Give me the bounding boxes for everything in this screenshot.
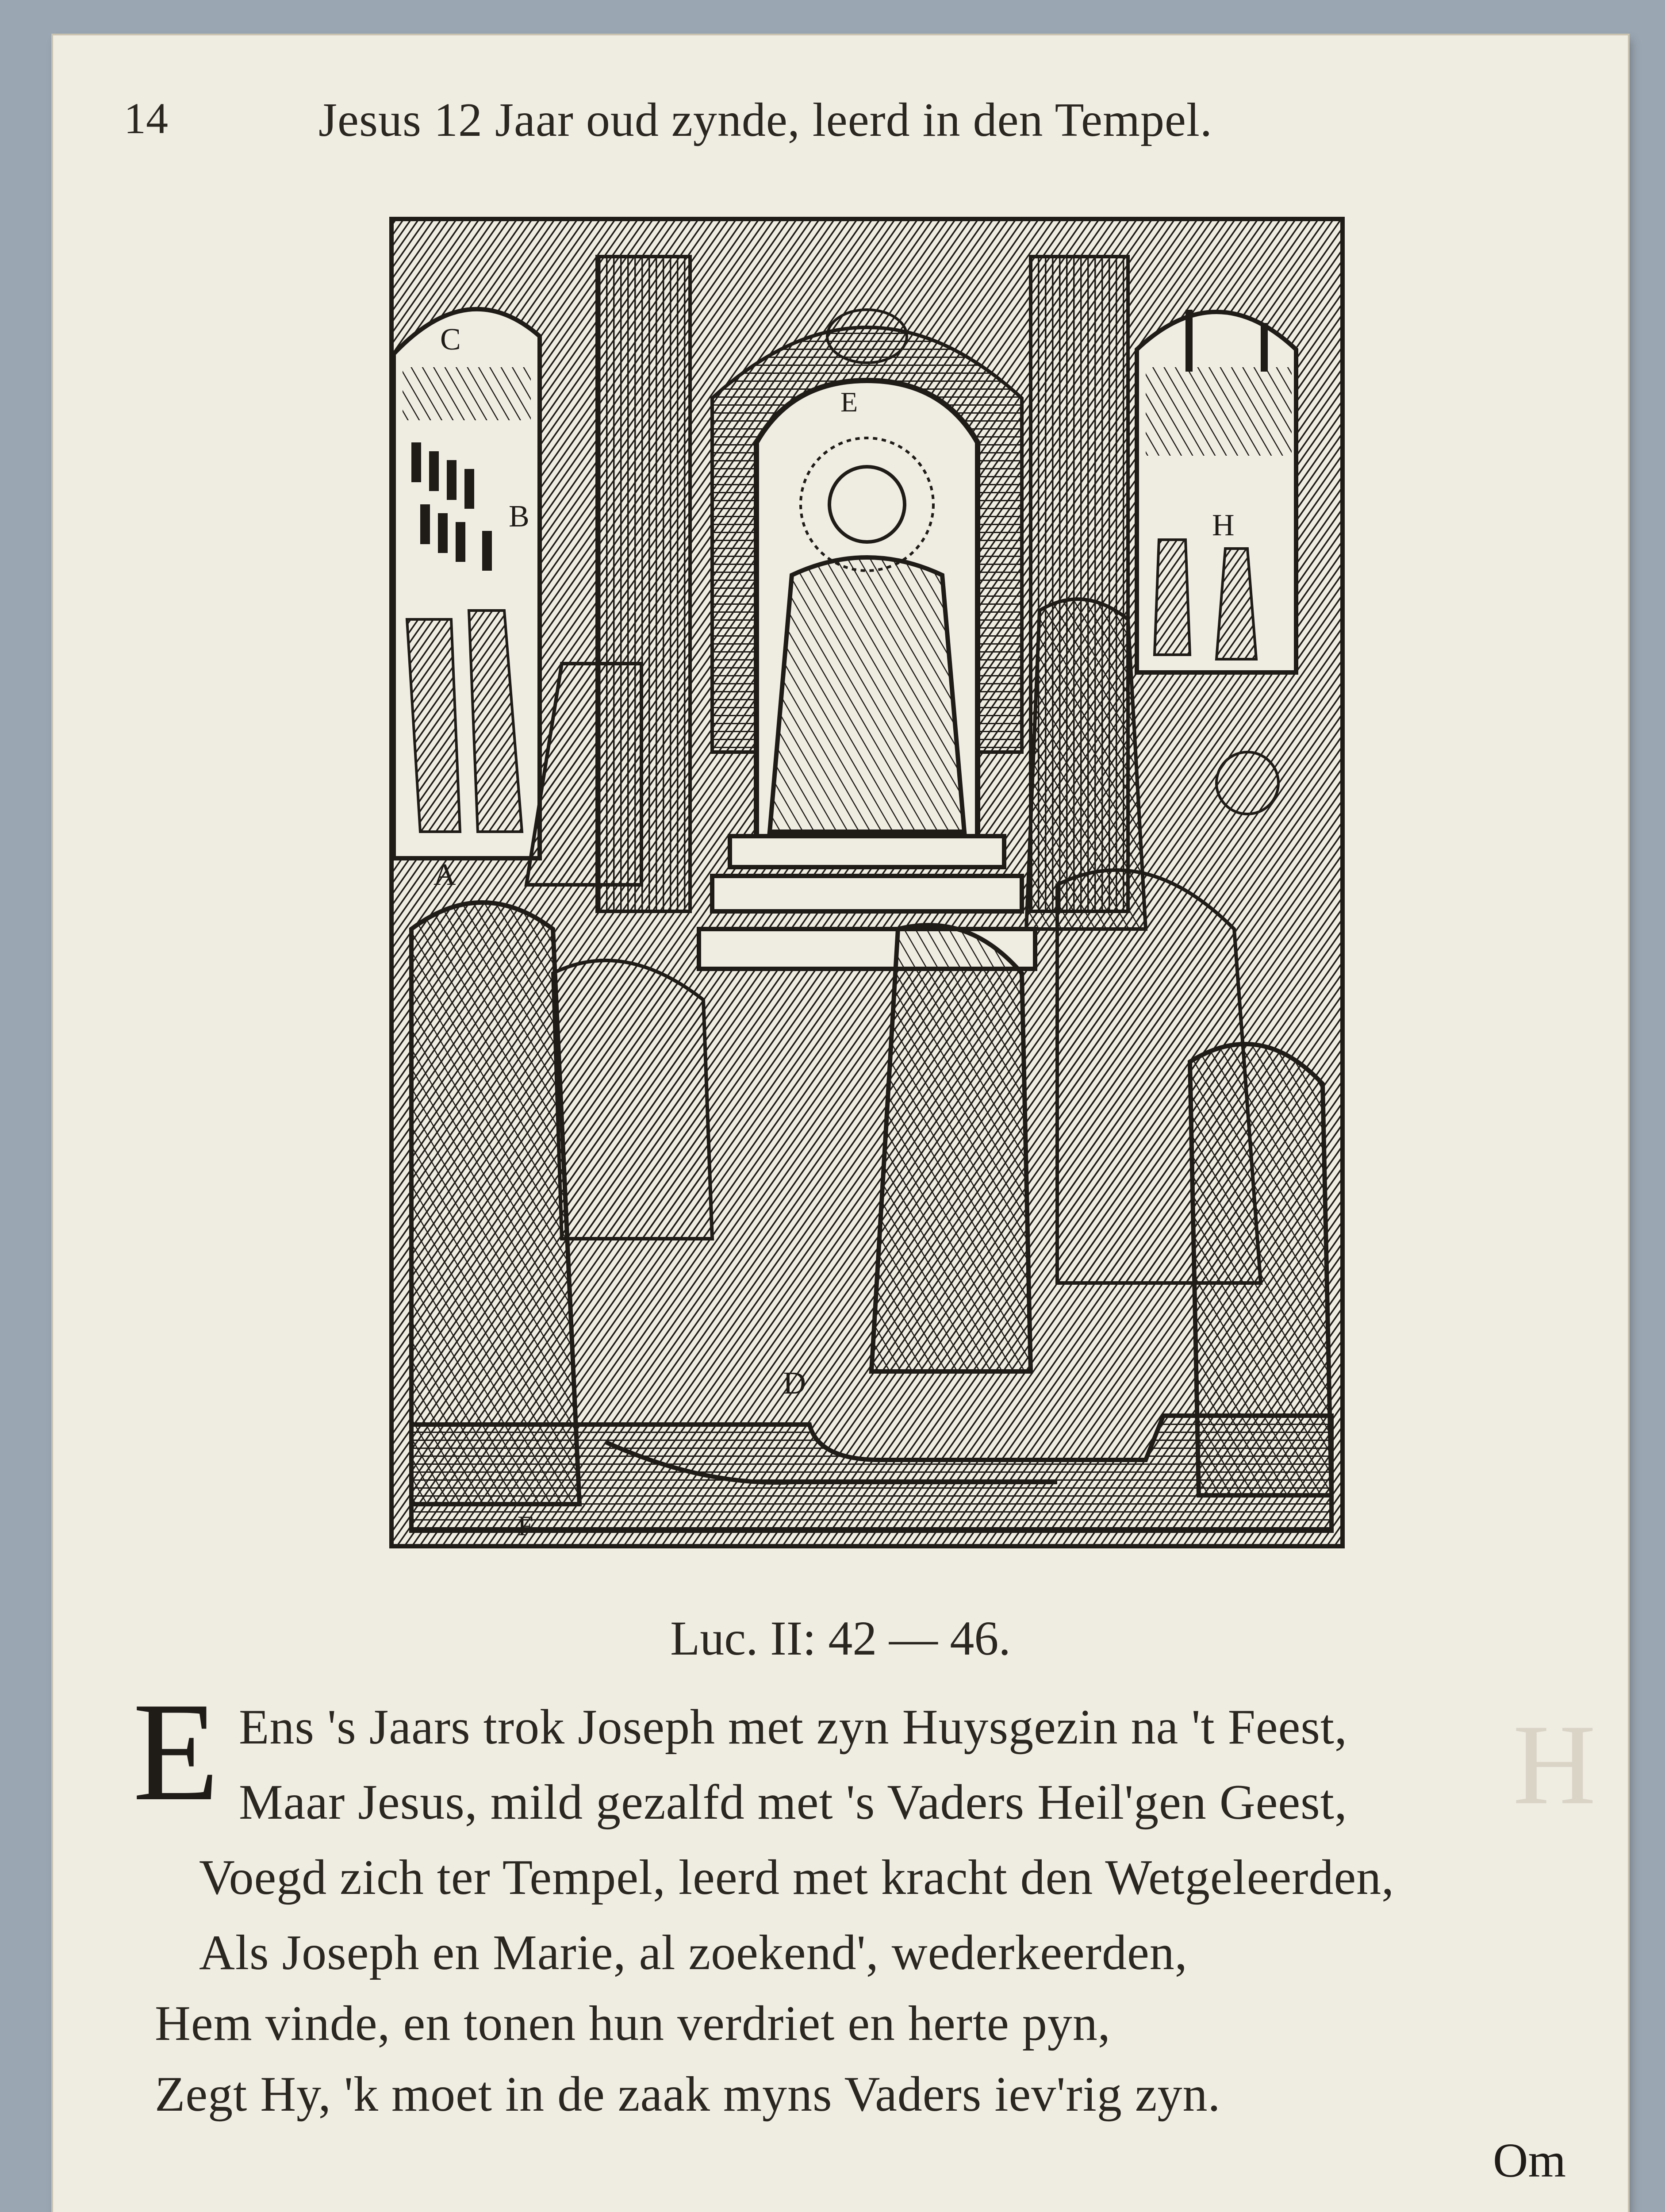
verse-line-6: Zegt Hy, 'k moet in de zaak myns Vaders iev'rig zyn. — [155, 2067, 1221, 2122]
label-b: B — [509, 499, 529, 534]
running-title: Jesus 12 Jaar oud zynde, leerd in den Tempel. — [318, 94, 1212, 146]
label-f: F — [518, 1510, 533, 1541]
woodcut-illustration — [389, 217, 1345, 1548]
page-number: 14 — [124, 94, 168, 143]
scholars-reading — [553, 960, 712, 1239]
woodcut-svg — [394, 221, 1340, 1544]
book-page — [53, 35, 1628, 2212]
verse-line-3: Voegd zich ter Tempel, leerd met kracht den Wetgeleerden, — [199, 1850, 1395, 1905]
label-a: A — [434, 858, 456, 892]
christ-head — [829, 467, 905, 542]
right-spire-2 — [1261, 323, 1268, 372]
scholar-center-kneeling — [871, 925, 1031, 1371]
verse-line-4: Als Joseph en Marie, al zoekend', wederkeerden, — [199, 1925, 1188, 1980]
step-1 — [730, 836, 1004, 867]
verse-line-2: Maar Jesus, mild gezalfd met 's Vaders Heil'gen Geest, — [239, 1775, 1347, 1830]
label-h: H — [1212, 508, 1235, 542]
verse-line-5: Hem vinde, en tonen hun verdriet en herte pyn, — [155, 1996, 1111, 2051]
left-town — [403, 367, 531, 420]
step-2 — [712, 876, 1022, 911]
bible-reference: Luc. II: 42 — 46. — [670, 1611, 1011, 1665]
drop-cap: E — [133, 1674, 219, 1830]
verse-line-1: Ens 's Jaars trok Joseph met zyn Huysgezin na 't Feest, — [239, 1700, 1348, 1755]
label-d: D — [783, 1365, 806, 1401]
right-spire — [1185, 310, 1193, 372]
show-through-letter: H — [1513, 1701, 1596, 1828]
label-c: C — [440, 323, 461, 357]
christ-robe — [770, 557, 964, 832]
throne-crown — [827, 310, 907, 363]
catchword: Om — [1493, 2133, 1566, 2187]
right-town — [1146, 367, 1292, 456]
label-e: E — [840, 386, 858, 418]
